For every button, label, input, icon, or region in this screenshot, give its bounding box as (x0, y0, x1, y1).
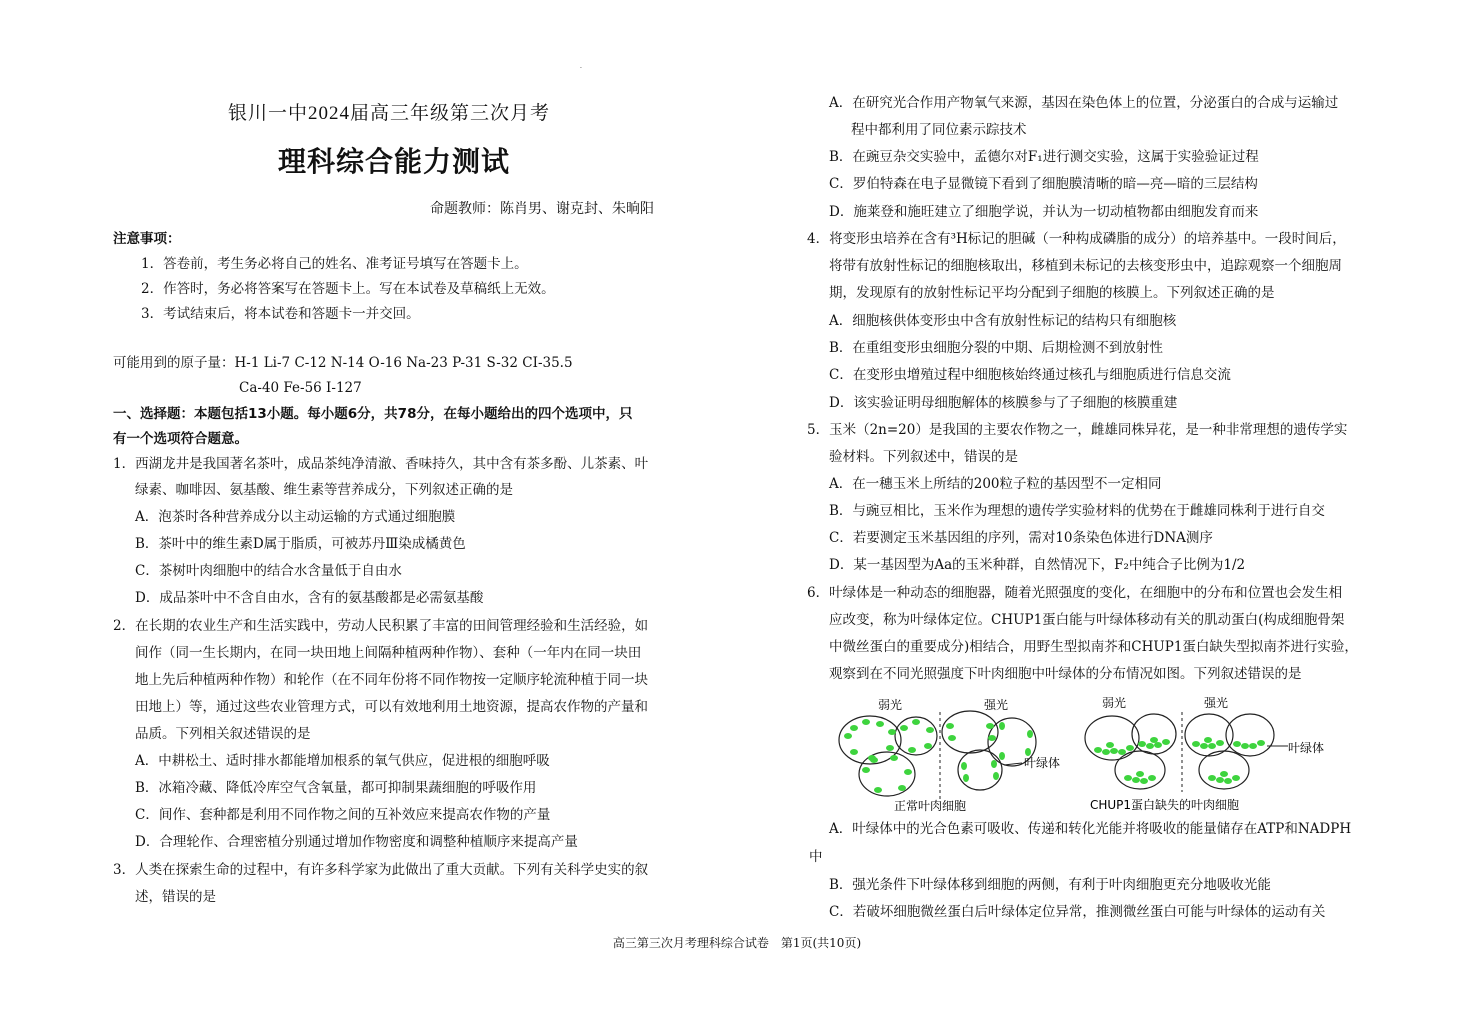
q3-option-a: A．在研究光合作用产物氧气来源，基因在染色体上的位置，分泌蛋白的合成与运输过 (829, 95, 1339, 111)
q2-option-c: C．间作、套种都是利用不同作物之间的互补效应来提高农作物的产量 (135, 807, 551, 823)
q6-option-c: C．若破坏细胞微丝蛋白后叶绿体定位异常，推测微丝蛋白可能与叶绿体的运动有关 (829, 904, 1326, 920)
chloroplast-figure (832, 690, 1325, 816)
section-heading: 一、选择题：本题包括13小题。每小题6分，共78分，在每小题给出的四个选项中，只 (113, 406, 633, 422)
q6-option-b: B．强光条件下叶绿体移到细胞的两侧，有利于叶肉细胞更充分地吸收光能 (829, 877, 1271, 893)
page-footer: 高三第三次月考理科综合试卷 第1页(共10页) (612, 936, 862, 950)
q6-stem-cont: 中微丝蛋白的重要成分)相结合，用野生型拟南芥和CHUP1蛋白缺失型拟南芥进行实验， (829, 639, 1358, 655)
q2-stem-cont: 田地上）等，通过这些农业管理方式，可以有效地利用土地资源，提高农作物的产量和 (135, 699, 648, 715)
q4-option-a: A．细胞核供体变形虫中含有放射性标记的结构只有细胞核 (829, 313, 1177, 329)
stray-dot: . (580, 63, 582, 70)
q2-option-a: A．中耕松土、适时排水都能增加根系的氧气供应，促进根的细胞呼吸 (135, 753, 550, 769)
q2-stem-cont: 品质。下列相关叙述错误的是 (135, 726, 311, 742)
chloroplasts-group-1 (844, 719, 1033, 793)
chloroplasts-group-2 (1094, 737, 1265, 784)
school-title: 银川一中2024届高三年级第三次月考 (228, 103, 551, 124)
q1-stem: 1．西湖龙井是我国著名茶叶，成品茶纯净清澈、香味持久，其中含有茶多酚、儿茶素、叶 (113, 456, 649, 472)
q5-option-d: D．某一基因型为Aa的玉米种群，自然情况下，F₂中纯合子比例为1/2 (829, 557, 1246, 573)
q6-stem-cont: 观察到在不同光照强度下叶肉细胞中叶绿体的分布情况如图。下列叙述错误的是 (829, 666, 1302, 682)
q4-option-c: C．在变形虫增殖过程中细胞核始终通过核孔与细胞质进行信息交流 (829, 367, 1231, 383)
exam-title: 理科综合能力测试 (278, 145, 511, 178)
caption-normal-cells: 正常叶肉细胞 (894, 799, 967, 813)
note-item: 2．作答时，务必将答案写在答题卡上。写在本试卷及草稿纸上无效。 (141, 281, 555, 297)
q3-option-c: C．罗伯特森在电子显微镜下看到了细胞膜清晰的暗—亮—暗的三层结构 (829, 176, 1258, 192)
label-chloroplast-1: 叶绿体 (1024, 756, 1061, 770)
mutant-cell-strong (1199, 751, 1249, 789)
q2-stem: 2．在长期的农业生产和生活实践中，劳动人民积累了丰富的田间管理经验和生活经验，如 (113, 618, 649, 634)
q1-option-c: C．茶树叶肉细胞中的结合水含量低于自由水 (135, 563, 402, 579)
q1-option-a: A．泡茶时各种营养成分以主动运输的方式通过细胞膜 (135, 509, 456, 525)
q3-stem-cont: 述，错误的是 (135, 889, 216, 905)
q2-stem-cont: 间作（同一生长期内，在同一块田地上间隔种植两种作物）、套种（一年内在同一块田 (135, 645, 642, 661)
q1-option-b: B．茶叶中的维生素D属于脂质，可被苏丹Ⅲ染成橘黄色 (135, 536, 466, 552)
q5-stem: 5．玉米（2n=20）是我国的主要农作物之一，雌雄同株异花，是一种非常理想的遗传学实 (807, 422, 1348, 438)
notes-heading: 注意事项： (113, 231, 181, 247)
label-strong-light-1: 强光 (984, 698, 1009, 712)
q6-option-a: A．叶绿体中的光合色素可吸收、传递和转化光能并将吸收的能量储存在ATP和NADPH (829, 821, 1352, 837)
label-weak-light-1: 弱光 (878, 698, 903, 712)
q5-stem-cont: 验材料。下列叙述中，错误的是 (829, 449, 1018, 465)
q5-option-c: C．若要测定玉米基因组的序列，需对10条染色体进行DNA测序 (829, 530, 1213, 546)
q4-stem-cont: 将带有放射性标记的细胞核取出，移植到未标记的去核变形虫中，追踪观察一个细胞周 (829, 258, 1342, 274)
label-weak-light-2: 弱光 (1102, 696, 1127, 710)
note-item: 1．答卷前，考生务必将自己的姓名、准考证号填写在答题卡上。 (141, 256, 528, 272)
atomic-mass-line2: Ca-40 Fe-56 I-127 (239, 380, 362, 396)
teachers: 命题教师：陈肖男、谢克封、朱晌阳 (430, 201, 654, 217)
label-strong-light-2: 强光 (1204, 696, 1229, 710)
q4-option-b: B．在重组变形虫细胞分裂的中期、后期检测不到放射性 (829, 340, 1163, 356)
q2-option-d: D．合理轮作、合理密植分别通过增加作物密度和调整种植顺序来提高产量 (135, 834, 578, 850)
q4-option-d: D．该实验证明母细胞解体的核膜参与了子细胞的核膜重建 (829, 395, 1178, 411)
q4-stem: 4．将变形虫培养在含有³H标记的胆碱（一种构成磷脂的成分）的培养基中。一段时间后， (807, 231, 1346, 247)
mutant-cell-weak (1115, 751, 1165, 789)
q3-option-d: D．施莱登和施旺建立了细胞学说，并认为一切动植物都由细胞发育而来 (829, 204, 1259, 220)
note-item: 3．考试结束后，将本试卷和答题卡一并交回。 (141, 306, 420, 322)
normal-cell-strong (958, 750, 1002, 790)
q3-stem: 3．人类在探索生命的过程中，有许多科学家为此做出了重大贡献。下列有关科学史实的叙 (113, 862, 649, 878)
q5-option-a: A．在一穗玉米上所结的200粒子粒的基因型不一定相同 (829, 476, 1162, 492)
section-heading-cont: 有一个选项符合题意。 (113, 431, 248, 447)
q6-stem-cont: 应改变，称为叶绿体定位。CHUP1蛋白能与叶绿体移动有关的肌动蛋白(构成细胞骨架 (829, 612, 1345, 628)
q2-option-b: B．冰箱冷藏、降低冷库空气含氧量，都可抑制果蔬细胞的呼吸作用 (135, 780, 537, 796)
q6-stem: 6．叶绿体是一种动态的细胞器，随着光照强度的变化，在细胞中的分布和位置也会发生相 (807, 585, 1343, 601)
q2-stem-cont: 地上先后种植两种作物）和轮作（在不同年份将不同作物按一定顺序轮流种植于同一块 (135, 672, 648, 688)
q3-option-b: B．在豌豆杂交实验中，孟德尔对F₁进行测交实验，这属于实验验证过程 (829, 149, 1259, 165)
label-chloroplast-2: 叶绿体 (1288, 741, 1325, 755)
q5-option-b: B．与豌豆相比，玉米作为理想的遗传学实验材料的优势在于雌雄同株利于进行自交 (829, 503, 1325, 519)
q3-option-a-cont: 程中都利用了同位素示踪技术 (851, 122, 1027, 138)
q1-option-d: D．成品茶叶中不含自由水，含有的氨基酸都是必需氨基酸 (135, 590, 484, 606)
atomic-mass-line1: 可能用到的原子量：H-1 Li-7 C-12 N-14 O-16 Na-23 P-31 S-32 CI-35.5 (113, 355, 573, 371)
caption-mutant-cells: CHUP1蛋白缺失的叶肉细胞 (1090, 798, 1240, 812)
q1-stem-cont: 绿素、咖啡因、氨基酸、维生素等营养成分，下列叙述正确的是 (135, 482, 513, 498)
q4-stem-cont: 期，发现原有的放射性标记平均分配到子细胞的核膜上。下列叙述正确的是 (829, 285, 1275, 301)
q6-option-a-cont: 中 (809, 849, 823, 865)
